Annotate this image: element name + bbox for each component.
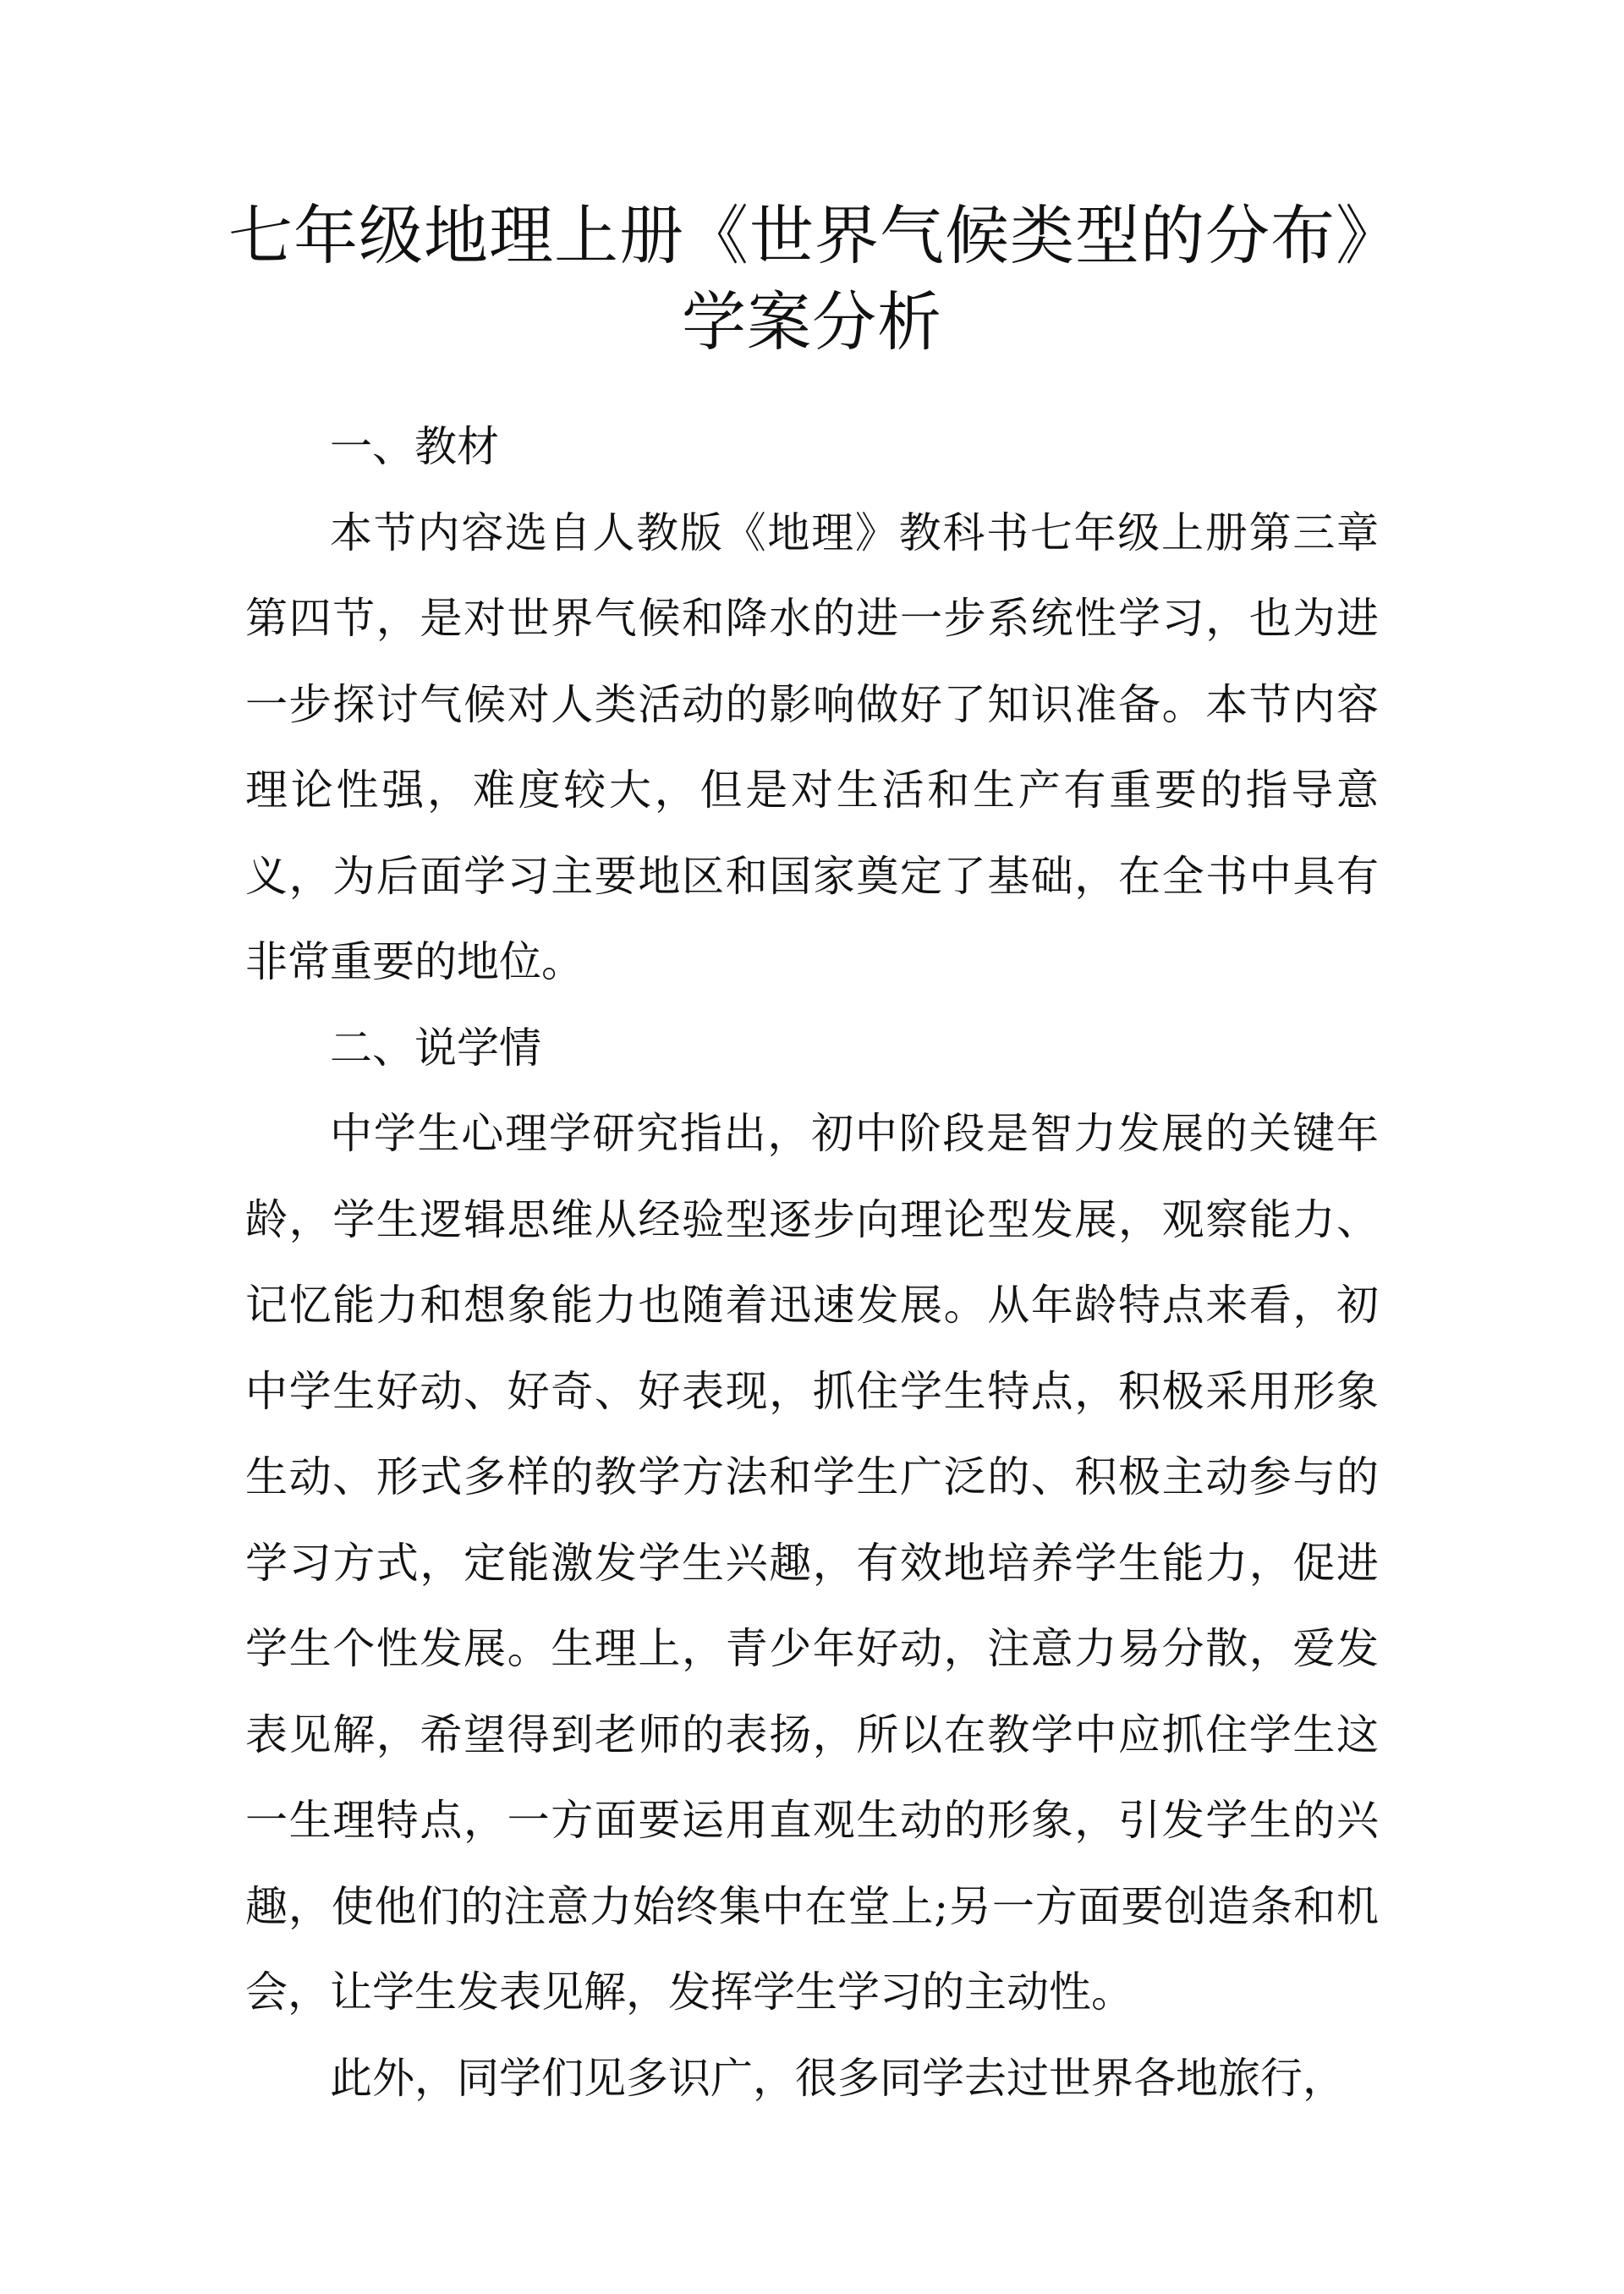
document-body <box>245 404 1379 2121</box>
paragraph-additional: 此外，同学们见多识广，很多同学去过世界各地旅行， <box>330 2053 1345 2103</box>
paragraph-textbook: 本节内容选自人教版《地理》教科书七年级上册第三章第四节，是对世界气候和降水的进一步系统性学习，也为进一步探讨气候对人类活动的影响做好了知识准备。本节内容理论性强，难度较大，但是对生活和生产有重要的指导意义，为后面学习主要地区和国家奠定了基础，在全书中具有非常重要的地位。 <box>245 508 1379 986</box>
title-line-2: 学案分析 <box>682 284 942 359</box>
section-heading-student-analysis: 二、说学情 <box>330 1023 541 1073</box>
section-heading-textbook: 一、教材 <box>330 422 499 471</box>
document-title <box>228 193 1401 365</box>
paragraph-student-analysis: 中学生心理学研究指出，初中阶段是智力发展的关键年龄，学生逻辑思维从经验型逐步向理论型发展，观察能力、记忆能力和想象能力也随着迅速发展。从年龄特点来看，初中学生好动、好奇、好表现，抓住学生特点，积极采用形象生动、形式多样的教学方法和学生广泛的、积极主动参与的学习方式，定能激发学生兴趣，有效地培养学生能力，促进学生个性发展。生理上，青少年好动，注意力易分散，爱发表见解，希望得到老师的表扬，所以在教学中应抓住学生这一生理特点，一方面要运用直观生动的形象，引发学生的兴趣，使他们的注意力始终集中在堂上;另一方面要创造条和机会，让学生发表见解，发挥学生学习的主动性。 <box>245 1109 1379 2017</box>
title-line-1: 七年级地理上册《世界气候类型的分布》 <box>228 198 1401 273</box>
